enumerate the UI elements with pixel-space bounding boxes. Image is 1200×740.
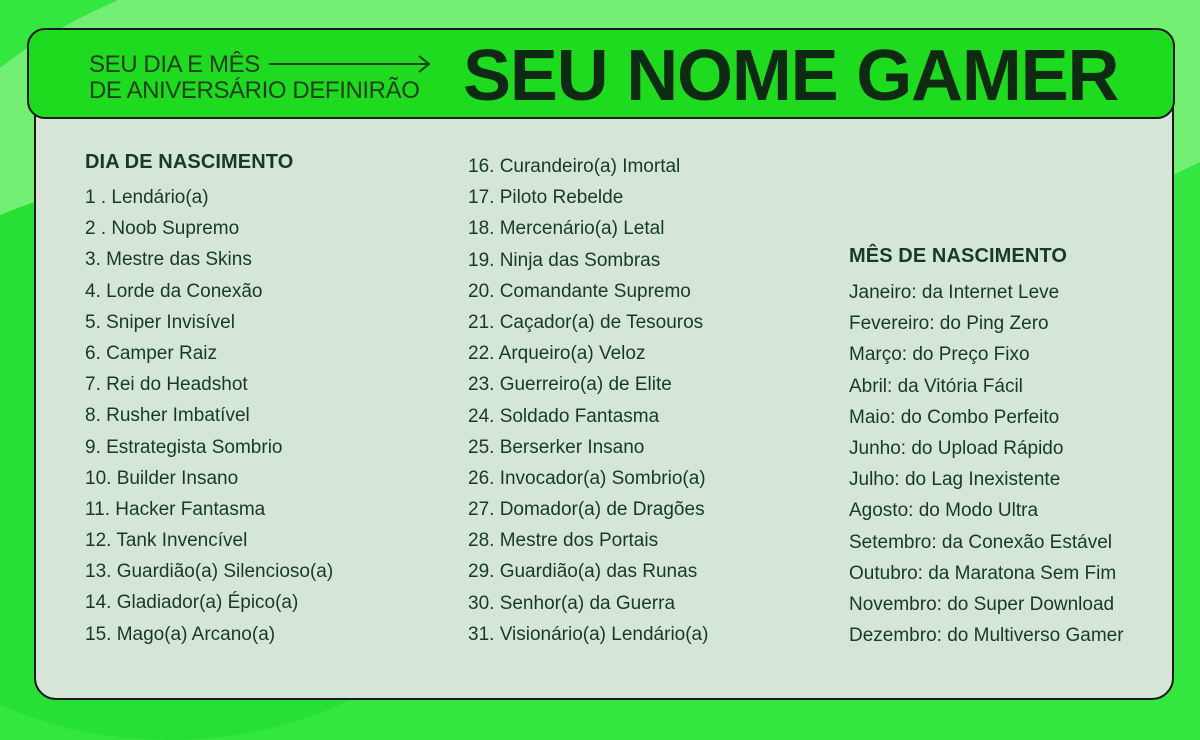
day-list-item: 3. Mestre das Skins	[85, 249, 252, 271]
subtitle-line-1: SEU DIA E MÊS	[89, 51, 260, 78]
day-list-item: 25. Berserker Insano	[468, 436, 645, 458]
month-list-item: Junho: do Upload Rápido	[849, 437, 1064, 459]
month-list-item: Novembro: do Super Download	[849, 593, 1115, 615]
day-list-item: 24. Soldado Fantasma	[468, 405, 660, 427]
day-list-item: 13. Guardião(a) Silencioso(a)	[85, 561, 334, 583]
day-list-item: 9. Estrategista Sombrio	[85, 436, 283, 458]
month-list-item: Janeiro: da Internet Leve	[849, 282, 1060, 303]
day-list-item: 20. Comandante Supremo	[468, 280, 691, 302]
day-list-item: 5. Sniper Invisível	[85, 311, 235, 333]
day-list-item: 23. Guerreiro(a) de Elite	[468, 374, 672, 396]
day-list-item: 15. Mago(a) Arcano(a)	[85, 623, 276, 645]
day-list-item: 1 . Lendário(a)	[85, 187, 209, 208]
month-list-item: Outubro: da Maratona Sem Fim	[849, 562, 1117, 584]
day-list-item: 26. Invocador(a) Sombrio(a)	[468, 467, 706, 489]
month-list-item: Maio: do Combo Perfeito	[849, 406, 1060, 428]
day-list-item: 31. Visionário(a) Lendário(a)	[468, 623, 709, 645]
day-list-item: 21. Caçador(a) de Tesouros	[468, 311, 704, 333]
day-section-heading: DIA DE NASCIMENTO	[85, 151, 294, 173]
day-list-item: 29. Guardião(a) das Runas	[468, 561, 698, 583]
header-banner	[27, 28, 1175, 119]
day-list-item: 17. Piloto Rebelde	[468, 187, 624, 209]
day-list-item: 10. Builder Insano	[85, 467, 239, 489]
day-list-column-1	[85, 182, 333, 650]
month-section-heading: MÊS DE NASCIMENTO	[849, 245, 1068, 267]
day-list-item: 18. Mercenário(a) Letal	[468, 218, 665, 240]
month-list	[849, 277, 1124, 651]
day-list-item: 8. Rusher Imbatível	[85, 405, 250, 427]
month-list-item: Agosto: do Modo Ultra	[849, 500, 1039, 522]
month-list-item: Março: do Preço Fixo	[849, 344, 1030, 366]
month-list-item: Julho: do Lag Inexistente	[849, 469, 1061, 491]
day-list-item: 27. Domador(a) de Dragões	[468, 499, 705, 521]
day-list-item: 12. Tank Invencível	[85, 530, 248, 552]
subtitle-line-2: DE ANIVERSÁRIO DEFINIRÃO	[89, 77, 420, 104]
day-list-item: 11. Hacker Fantasma	[85, 498, 266, 520]
month-list-item: Dezembro: do Multiverso Gamer	[849, 625, 1124, 647]
month-list-item: Abril: da Vitória Fácil	[849, 375, 1023, 397]
day-list-item: 2 . Noob Supremo	[85, 218, 240, 240]
month-list-item: Fevereiro: do Ping Zero	[849, 313, 1049, 335]
day-list-item: 4. Lorde da Conexão	[85, 280, 263, 302]
day-list-item: 22. Arqueiro(a) Veloz	[468, 343, 646, 365]
day-list-column-2	[468, 151, 708, 650]
day-list-item: 6. Camper Raiz	[85, 342, 217, 364]
page-title: SEU NOME GAMER	[463, 36, 1119, 116]
day-list-item: 16. Curandeiro(a) Imortal	[468, 156, 681, 177]
day-list-item: 19. Ninja das Sombras	[468, 249, 661, 271]
day-list-item: 7. Rei do Headshot	[85, 374, 248, 396]
day-list-item: 30. Senhor(a) da Guerra	[468, 592, 676, 614]
day-list-item: 14. Gladiador(a) Épico(a)	[85, 592, 299, 614]
month-list-item: Setembro: da Conexão Estável	[849, 531, 1112, 553]
day-list-item: 28. Mestre dos Portais	[468, 530, 659, 552]
arrow-right-icon	[267, 54, 435, 74]
